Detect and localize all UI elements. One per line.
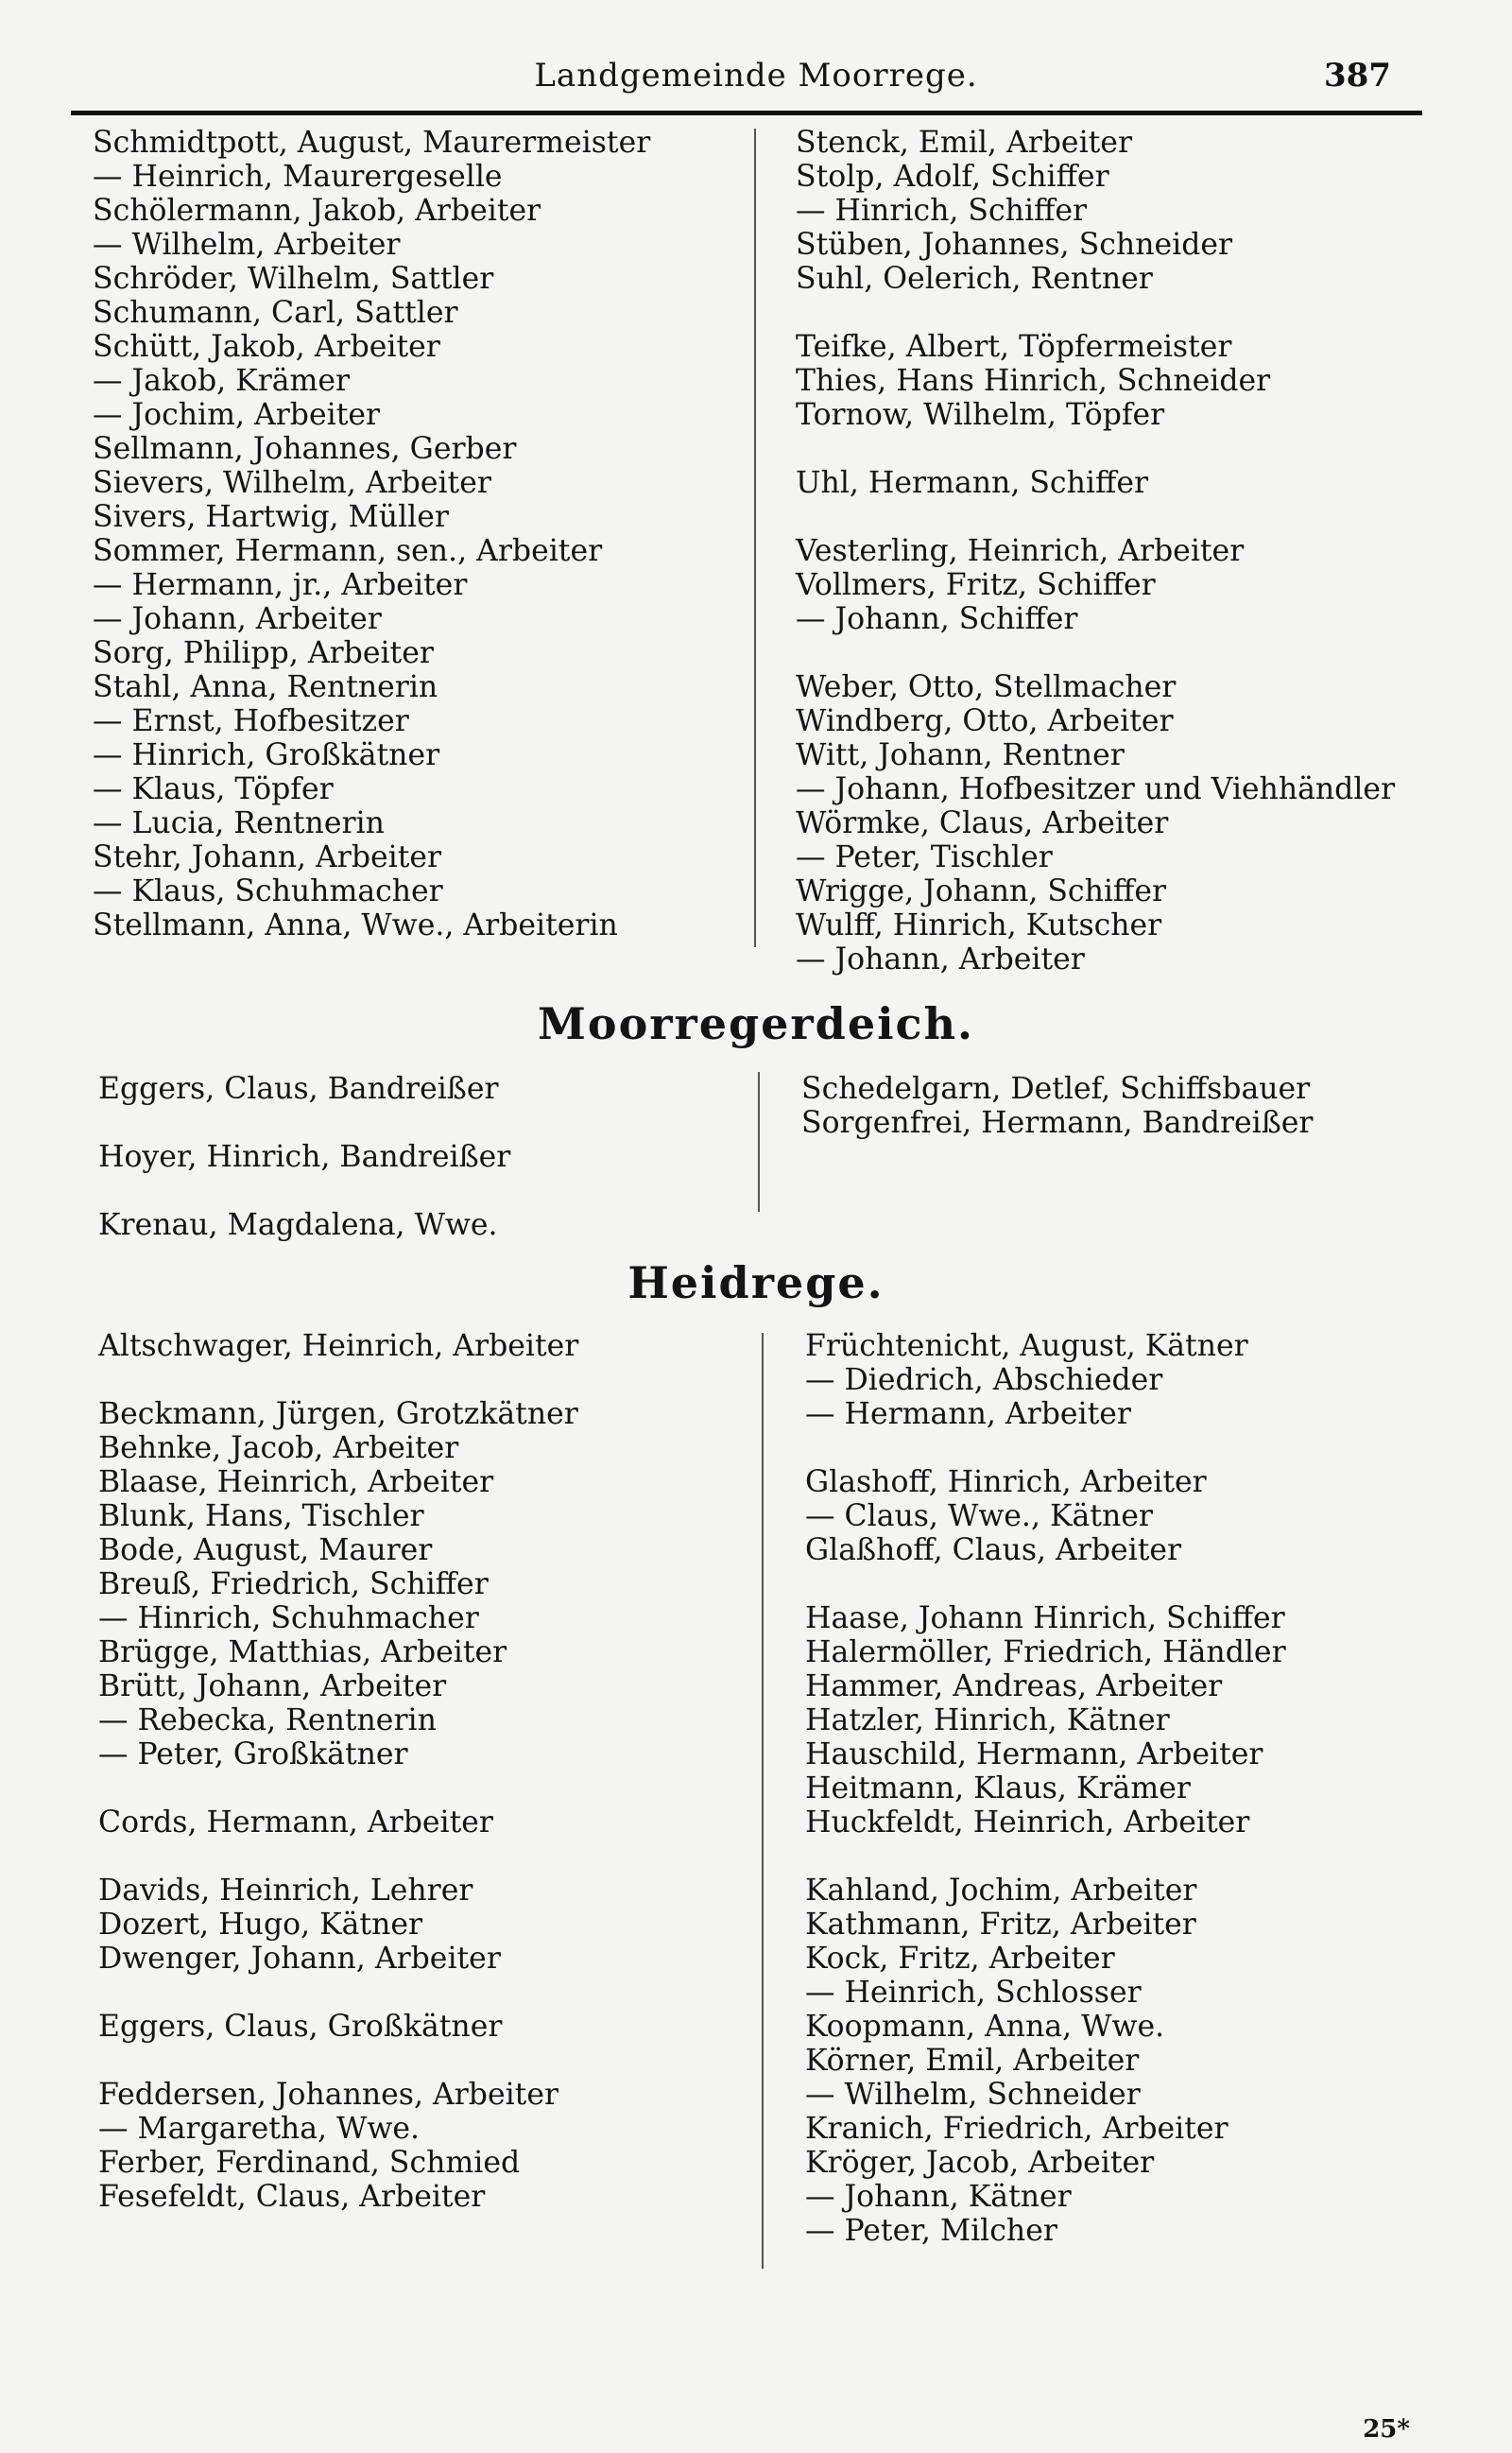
directory-entry: Tornow, Wilhelm, Töpfer	[796, 398, 1165, 432]
heidrege-right-column	[805, 1329, 1286, 2248]
directory-entry: Hatzler, Hinrich, Kätner	[805, 1703, 1170, 1737]
directory-entry: Vollmers, Fritz, Schiffer	[796, 568, 1156, 602]
directory-entry: Uhl, Hermann, Schiffer	[796, 466, 1149, 500]
directory-entry: — Margaretha, Wwe.	[98, 2112, 420, 2146]
directory-entry: Schröder, Wilhelm, Sattler	[93, 262, 494, 296]
directory-entry: Eggers, Claus, Bandreißer	[98, 1072, 499, 1106]
directory-entry: Sievers, Wilhelm, Arbeiter	[93, 466, 491, 500]
directory-entry: Stolp, Adolf, Schiffer	[796, 160, 1109, 194]
directory-entry: — Johann, Hofbesitzer und Viehhändler	[796, 772, 1396, 806]
directory-entry: Dwenger, Johann, Arbeiter	[98, 1942, 501, 1976]
directory-entry: Sorgenfrei, Hermann, Bandreißer	[801, 1106, 1314, 1140]
entry-spacer	[98, 1976, 578, 2010]
entry-spacer	[98, 2044, 578, 2078]
directory-entry: Vesterling, Heinrich, Arbeiter	[796, 534, 1245, 568]
entry-spacer	[805, 1431, 1286, 1465]
directory-entry: — Rebecka, Rentnerin	[98, 1703, 437, 1737]
directory-entry: — Heinrich, Maurergeselle	[93, 160, 503, 194]
directory-entry: Sorg, Philipp, Arbeiter	[93, 636, 434, 670]
directory-entry: Eggers, Claus, Großkätner	[98, 2010, 503, 2044]
directory-entry: Krenau, Magdalena, Wwe.	[98, 1208, 498, 1242]
directory-entry: Thies, Hans Hinrich, Schneider	[796, 364, 1271, 398]
directory-entry: Kröger, Jacob, Arbeiter	[805, 2146, 1155, 2180]
directory-entry: — Hinrich, Großkätner	[93, 738, 440, 772]
directory-entry: Blaase, Heinrich, Arbeiter	[98, 1465, 494, 1499]
directory-entry: Weber, Otto, Stellmacher	[796, 670, 1177, 704]
directory-entry: Kahland, Jochim, Arbeiter	[805, 1874, 1197, 1908]
directory-entry: Körner, Emil, Arbeiter	[805, 2044, 1140, 2078]
directory-entry: — Peter, Großkätner	[98, 1737, 408, 1771]
column-divider	[758, 1072, 760, 1212]
directory-entry: Schmidtpott, August, Maurermeister	[93, 126, 651, 160]
directory-entry: — Klaus, Töpfer	[93, 772, 334, 806]
directory-entry: Huckfeldt, Heinrich, Arbeiter	[805, 1805, 1250, 1840]
directory-entry: Kock, Fritz, Arbeiter	[805, 1942, 1115, 1976]
directory-entry: Blunk, Hans, Tischler	[98, 1499, 424, 1533]
directory-entry: Koopmann, Anna, Wwe.	[805, 2010, 1165, 2044]
entry-spacer	[98, 1174, 510, 1208]
column-divider	[754, 129, 756, 947]
directory-entry: — Peter, Tischler	[796, 840, 1053, 874]
directory-entry: — Johann, Arbeiter	[796, 942, 1085, 976]
directory-entry: Davids, Heinrich, Lehrer	[98, 1874, 473, 1908]
directory-entry: — Heinrich, Schlosser	[805, 1976, 1142, 2010]
directory-entry: Wörmke, Claus, Arbeiter	[796, 806, 1169, 840]
directory-entry: Dozert, Hugo, Kätner	[98, 1908, 423, 1942]
directory-entry: Beckmann, Jürgen, Grotzkätner	[98, 1397, 578, 1431]
section-title-heidrege: Heidrege.	[627, 1257, 885, 1308]
entry-spacer	[796, 296, 1395, 330]
directory-entry: — Diedrich, Abschieder	[805, 1363, 1163, 1397]
directory-entry: — Jochim, Arbeiter	[93, 398, 381, 432]
directory-entry: Teifke, Albert, Töpfermeister	[796, 330, 1232, 364]
directory-entry: Stahl, Anna, Rentnerin	[93, 670, 438, 704]
directory-entry: Sellmann, Johannes, Gerber	[93, 432, 517, 466]
directory-entry: Cords, Hermann, Arbeiter	[98, 1805, 493, 1840]
directory-entry: — Wilhelm, Schneider	[805, 2078, 1141, 2112]
directory-entry: — Hermann, Arbeiter	[805, 1397, 1131, 1431]
directory-entry: — Hinrich, Schuhmacher	[98, 1601, 479, 1635]
directory-entry: — Hinrich, Schiffer	[796, 194, 1088, 228]
directory-entry: Brügge, Matthias, Arbeiter	[98, 1635, 507, 1669]
directory-entry: — Johann, Arbeiter	[93, 602, 382, 636]
directory-entry: Stellmann, Anna, Wwe., Arbeiterin	[93, 908, 618, 942]
directory-entry: Hauschild, Hermann, Arbeiter	[805, 1737, 1263, 1771]
directory-entry: Ferber, Ferdinand, Schmied	[98, 2146, 521, 2180]
moorregerdeich-right-column	[801, 1072, 1313, 1140]
top-right-column	[796, 126, 1395, 976]
directory-entry: Heitmann, Klaus, Krämer	[805, 1771, 1191, 1805]
directory-entry: — Johann, Kätner	[805, 2180, 1072, 2214]
moorregerdeich-left-column	[98, 1072, 510, 1242]
directory-entry: Hammer, Andreas, Arbeiter	[805, 1669, 1223, 1703]
directory-entry: Breuß, Friedrich, Schiffer	[98, 1567, 489, 1601]
directory-entry: Fesefeldt, Claus, Arbeiter	[98, 2180, 486, 2214]
directory-entry: Wulff, Hinrich, Kutscher	[796, 908, 1162, 942]
printer-signature: 25*	[1363, 2415, 1410, 2444]
directory-entry: Schütt, Jakob, Arbeiter	[93, 330, 440, 364]
page-number: 387	[1324, 57, 1391, 95]
directory-entry: Haase, Johann Hinrich, Schiffer	[805, 1601, 1285, 1635]
section-title-moorregerdeich: Moorregerdeich.	[537, 998, 975, 1049]
directory-entry: Stenck, Emil, Arbeiter	[796, 126, 1133, 160]
entry-spacer	[796, 432, 1395, 466]
column-divider	[762, 1333, 764, 2269]
directory-entry: Glashoff, Hinrich, Arbeiter	[805, 1465, 1207, 1499]
entry-spacer	[796, 636, 1395, 670]
directory-entry: Feddersen, Johannes, Arbeiter	[98, 2078, 559, 2112]
directory-entry: Stehr, Johann, Arbeiter	[93, 840, 442, 874]
entry-spacer	[805, 1840, 1286, 1874]
directory-entry: Hoyer, Hinrich, Bandreißer	[98, 1140, 511, 1174]
directory-entry: Brütt, Johann, Arbeiter	[98, 1669, 447, 1703]
directory-entry: — Hermann, jr., Arbeiter	[93, 568, 468, 602]
directory-entry: Halermöller, Friedrich, Händler	[805, 1635, 1286, 1669]
header-rule	[71, 111, 1422, 115]
directory-entry: — Lucia, Rentnerin	[93, 806, 385, 840]
directory-entry: Witt, Johann, Rentner	[796, 738, 1125, 772]
entry-spacer	[805, 1567, 1286, 1601]
directory-entry: Wrigge, Johann, Schiffer	[796, 874, 1167, 908]
directory-entry: Behnke, Jacob, Arbeiter	[98, 1431, 459, 1465]
directory-entry: — Wilhelm, Arbeiter	[93, 228, 401, 262]
directory-entry: Kathmann, Fritz, Arbeiter	[805, 1908, 1196, 1942]
entry-spacer	[796, 500, 1395, 534]
directory-entry: Sommer, Hermann, sen., Arbeiter	[93, 534, 603, 568]
directory-entry: — Klaus, Schuhmacher	[93, 874, 443, 908]
entry-spacer	[98, 1363, 578, 1397]
directory-entry: — Jakob, Krämer	[93, 364, 351, 398]
directory-entry: Sivers, Hartwig, Müller	[93, 500, 449, 534]
directory-entry: — Claus, Wwe., Kätner	[805, 1499, 1153, 1533]
directory-entry: — Ernst, Hofbesitzer	[93, 704, 409, 738]
top-left-column	[93, 126, 650, 942]
directory-entry: Glaßhoff, Claus, Arbeiter	[805, 1533, 1182, 1567]
entry-spacer	[98, 1106, 510, 1140]
directory-entry: Altschwager, Heinrich, Arbeiter	[98, 1329, 579, 1363]
heidrege-left-column	[98, 1329, 578, 2214]
entry-spacer	[98, 1840, 578, 1874]
directory-entry: Früchtenicht, August, Kätner	[805, 1329, 1248, 1363]
page-header-title: Landgemeinde Moorrege.	[534, 57, 978, 95]
directory-entry: Stüben, Johannes, Schneider	[796, 228, 1233, 262]
directory-entry: Bode, August, Maurer	[98, 1533, 433, 1567]
directory-entry: Schedelgarn, Detlef, Schiffsbauer	[801, 1072, 1311, 1106]
directory-entry: Schölermann, Jakob, Arbeiter	[93, 194, 541, 228]
directory-entry: — Johann, Schiffer	[796, 602, 1078, 636]
directory-entry: Schumann, Carl, Sattler	[93, 296, 458, 330]
entry-spacer	[98, 1771, 578, 1805]
directory-entry: Windberg, Otto, Arbeiter	[796, 704, 1174, 738]
directory-entry: Kranich, Friedrich, Arbeiter	[805, 2112, 1228, 2146]
directory-entry: — Peter, Milcher	[805, 2214, 1057, 2248]
directory-entry: Suhl, Oelerich, Rentner	[796, 262, 1153, 296]
